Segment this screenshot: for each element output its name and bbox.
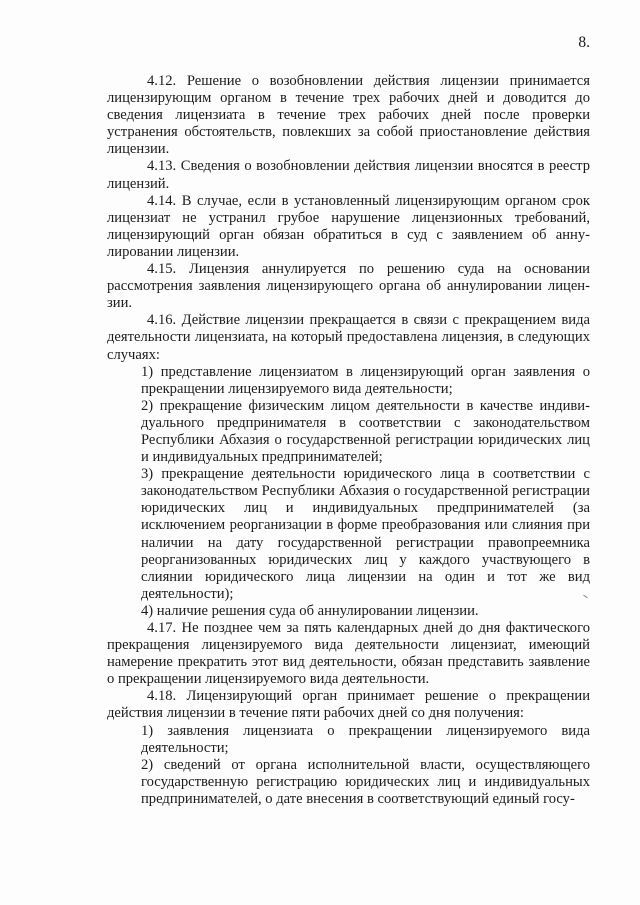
- clause-4-16-item-4: 4) наличие решения суда об аннулировании лицензии.: [141, 602, 479, 619]
- clause-4-16-item-2: 2) прекращение физическим лицом деятельности в качестве индивидуального предпринимателя в соответствии с законодательством Республики Абхазия о государственной регистрации юридических лиц и индивидуальных предпринимателей;: [141, 397, 590, 466]
- clause-4-16-item-1: 1) представление лицензиатом в лицензирующий орган заявления о прекращении лицензируемого вида деятельности;: [141, 363, 590, 397]
- clause-4-12: 4.12. Решение о возобновлении действия лицензии принимается лицензирующим органом в течение трех рабочих дней и доводится до сведения лицензиата в течение трех рабочих дней после проверки устранения обстоятельств, повлекших за собой приостановление действия лицензии.: [107, 73, 590, 158]
- clause-4-18-item-1: 1) заявления лицензиата о прекращении лицензируемого вида деятельности;: [141, 722, 590, 756]
- clause-4-14: 4.14. В случае, если в установленный лицензирующим органом срок лицензиат не устранил грубое нарушение лицензионных требований, лицензирующий орган обязан обратиться в суд с заявлением об аннулировании лицензии.: [107, 192, 590, 260]
- clause-4-16: 4.16. Действие лицензии прекращается в связи с прекращением вида деятельности лицензиата, на который предоставлена лицензия, в следующих случаях:: [107, 312, 590, 363]
- document-body: [107, 73, 590, 808]
- clause-4-18: 4.18. Лицензирующий орган принимает решение о прекращении действия лицензии в течение пяти рабочих дней со дня получения:: [107, 688, 590, 722]
- clause-4-15: 4.15. Лицензия аннулируется по решению суда на основании рассмотрения заявления лицензирующего органа об аннулировании лицензии.: [107, 261, 590, 312]
- clause-4-17: 4.17. Не позднее чем за пять календарных дней до дня фактического прекращения лицензируемого вида деятельности лицензиат, имеющий намерение прекратить этот вид деятельности, обязан представить заявление о прекращении лицензируемого вида деятельности.: [107, 620, 590, 688]
- page-number: 8.: [578, 34, 590, 51]
- clause-4-16-item-3: 3) прекращение деятельности юридического лица в соответствии с законодательством Республики Абхазия о государственной регистрации юридических лиц и индивидуальных предпринимателей (за исключением реорганизации в форме преобразования или слияния при наличии на дату государственной регистрации правопреемника реорганизованных юридических лиц у каждого участвующего в слиянии юридического лица лицензии на один и тот же вид деятельности);: [141, 466, 590, 602]
- clause-4-13: 4.13. Сведения о возобновлении действия лицензии вносятся в реестр лицензий.: [107, 158, 590, 192]
- clause-4-18-item-2: 2) сведений от органа исполнительной власти, осуществляющего государственную регистрацию юридических лиц и индивидуальных предпринимателей, о дате внесения в соответствующий единый госу-: [141, 756, 590, 807]
